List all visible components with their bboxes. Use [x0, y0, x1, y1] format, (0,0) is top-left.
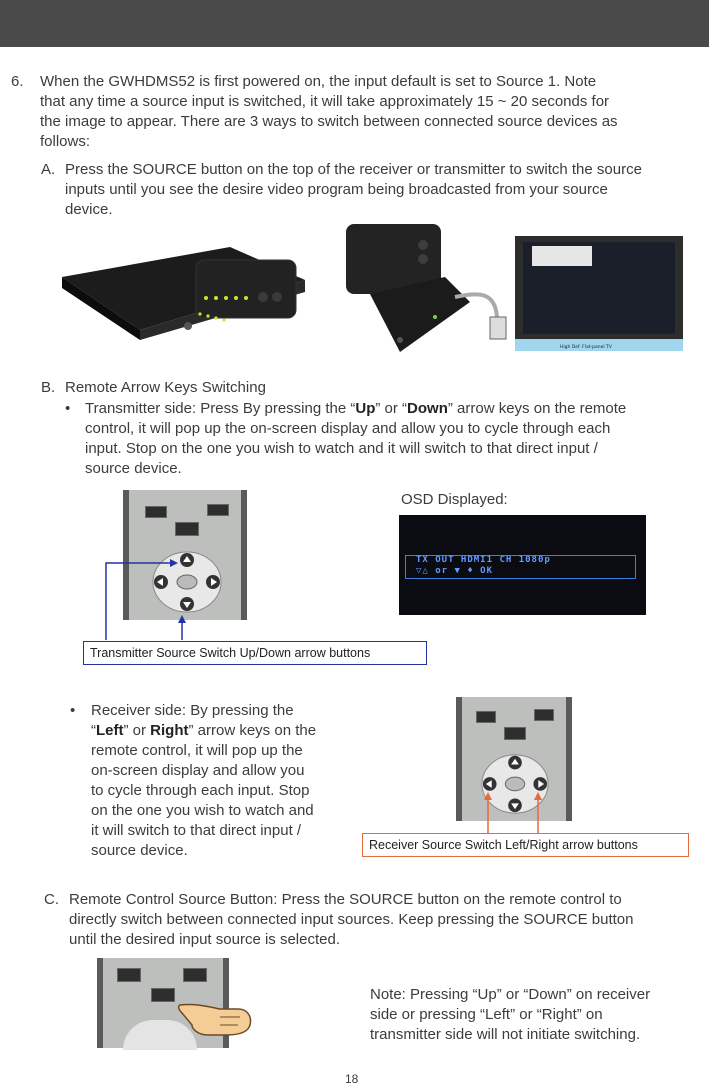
rx-bullet-line-2: “Left” or Right” arrow keys on the — [91, 722, 317, 739]
rx-bullet-line-4: on-screen display and allow you — [91, 762, 305, 779]
osd-screen-image — [399, 515, 646, 615]
item-c-line-3: until the desired input source is selected. — [69, 931, 340, 948]
rx-bullet-line-7: it will switch to that direct input / — [91, 822, 302, 839]
page-header-bar — [0, 0, 709, 47]
intro-line-3: the image to appear. There are 3 ways to switch between connected source devices as — [40, 113, 618, 130]
item-letter-c: C. — [44, 891, 59, 908]
rx-bullet-line-5: to cycle through each input. Stop — [91, 782, 310, 799]
item-b-heading: Remote Arrow Keys Switching — [65, 379, 266, 396]
tx-bullet-line-4: source device. — [85, 460, 182, 477]
rx-callout-label: Receiver Source Switch Left/Right arrow buttons — [362, 833, 689, 857]
item-c-line-1: Remote Control Source Button: Press the SOURCE button on the remote control to — [69, 891, 622, 908]
tx-bullet-line-2: control, it will pop up the on-screen display and allow you to cycle through each — [85, 420, 611, 437]
item-a-line-2: inputs until you see the desire video program being broadcasted from your source — [65, 181, 608, 198]
tx-bullet-line-1: Transmitter side: Press By pressing the “Up” or “Down” arrow keys on the remote — [85, 400, 627, 417]
note-line-2: side or pressing “Left” or “Right” on — [370, 1006, 603, 1023]
osd-label: OSD Displayed: — [401, 491, 508, 508]
bullet-marker: • — [65, 400, 71, 417]
item-a-line-3: device. — [65, 201, 113, 218]
intro-line-4: follows: — [40, 133, 91, 150]
hand-pointer-icon — [176, 995, 256, 1040]
device-setup-image — [60, 222, 685, 362]
item-a-line-1: Press the SOURCE button on the top of the receiver or transmitter to switch the source — [65, 161, 642, 178]
item-c-line-2: directly switch between connected input sources. Keep pressing the SOURCE button — [69, 911, 634, 928]
rx-bullet-line-1: Receiver side: By pressing the — [91, 702, 294, 719]
tx-callout-arrows — [100, 555, 200, 645]
tx-bullet-line-3: input. Stop on the one you wish to watch and it will switch to that direct input / — [85, 440, 598, 457]
intro-line-2: that any time a source input is switched, it will take approximately 15 ~ 20 seconds for — [40, 93, 610, 110]
rx-bullet-line-3: remote control, it will pop up the — [91, 742, 303, 759]
item-letter-b: B. — [41, 379, 56, 396]
note-line-1: Note: Pressing “Up” or “Down” on receiver — [370, 986, 651, 1003]
rx-bullet-line-6: on the one you wish to watch and — [91, 802, 314, 819]
bullet-marker: • — [70, 702, 76, 719]
rx-bullet-line-8: source device. — [91, 842, 188, 859]
item-number: 6. — [11, 73, 24, 90]
osd-row-1: TX OUT HDMI1 CH 1080p — [416, 555, 551, 565]
note-line-3: transmitter side will not initiate switching. — [370, 1026, 641, 1043]
transmitter-box — [196, 260, 296, 318]
page-number: 18 — [345, 1072, 359, 1086]
item-letter-a: A. — [41, 161, 56, 178]
intro-line-1: When the GWHDMS52 is first powered on, the input default is set to Source 1. Note — [40, 73, 597, 90]
rx-callout-arrows — [478, 785, 548, 835]
tx-callout-label: Transmitter Source Switch Up/Down arrow buttons — [83, 641, 427, 665]
osd-row-2: ▽△ or ▼ ♦ OK — [416, 566, 494, 576]
tv-caption: High Def. Flat-panel TV — [560, 345, 612, 350]
